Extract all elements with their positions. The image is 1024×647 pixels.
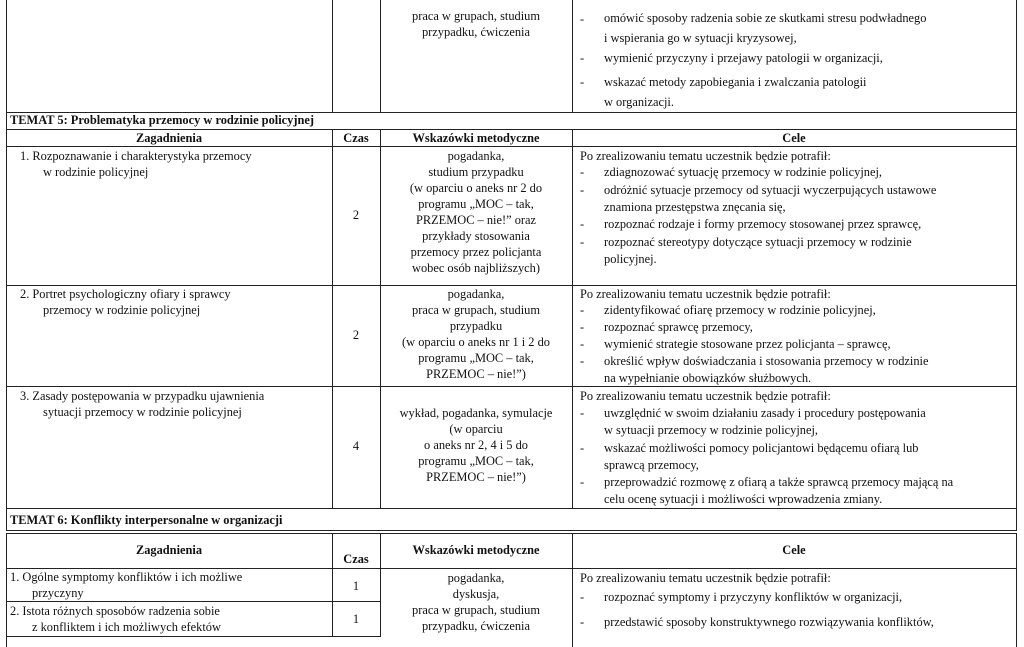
header-time: Czas xyxy=(343,552,369,566)
header-time: Czas xyxy=(343,131,369,145)
topic6-title: TEMAT 6: Konflikty interpersonalne w organizacji xyxy=(10,513,283,527)
top-methods: praca w grupach, studium przypadku, ćwiczenia xyxy=(412,9,540,39)
header-goals: Cele xyxy=(782,131,806,145)
header-issues: Zagadnienia xyxy=(135,131,203,145)
topic5-title: TEMAT 5: Problematyka przemocy w rodzinie policyjnej xyxy=(10,113,314,127)
header-methods: Wskazówki metodyczne xyxy=(412,131,540,145)
header-methods: Wskazówki metodyczne xyxy=(412,543,540,557)
topic6-methods: pogadanka, dyskusja, praca w grupach, studium przypadku, ćwiczenia xyxy=(412,571,540,633)
header-goals: Cele xyxy=(782,543,806,557)
header-issues: Zagadnienia xyxy=(135,543,203,557)
